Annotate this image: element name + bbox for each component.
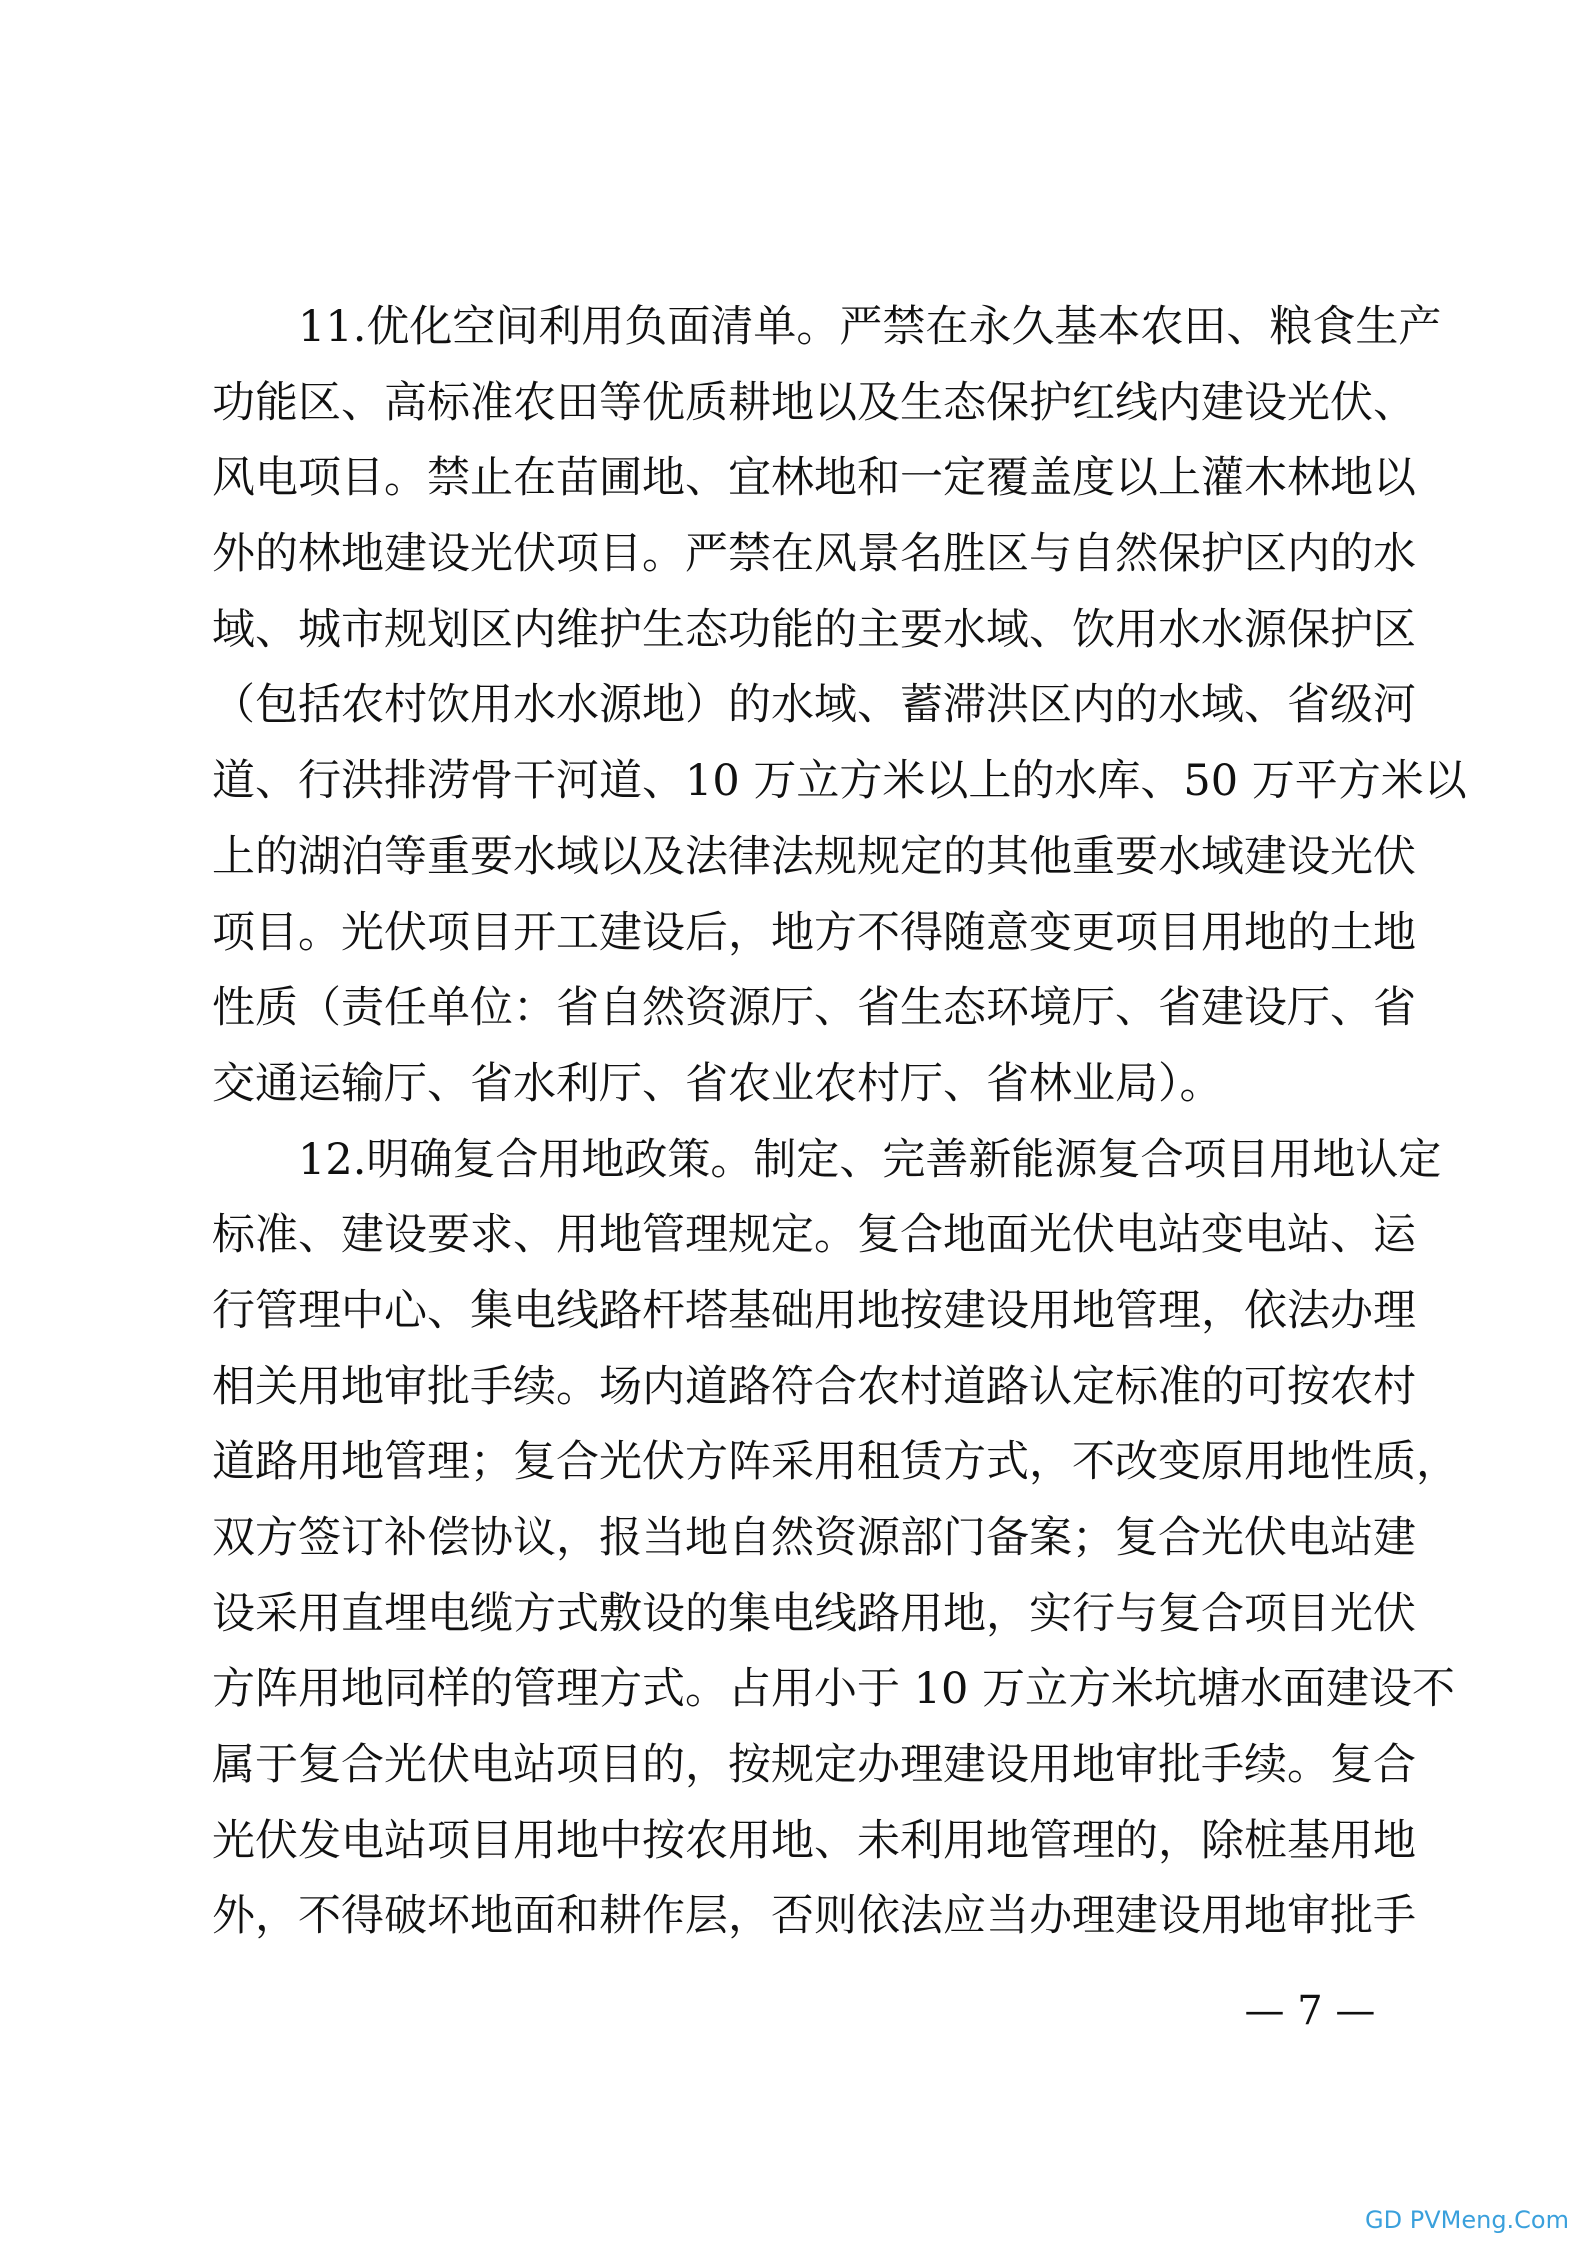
text-line: （包括农村饮用水水源地）的水域、蓄滞洪区内的水域、省级河: [212, 680, 1416, 731]
text-line: 域、城市规划区内维护生态功能的主要水域、饮用水水源保护区: [212, 604, 1416, 655]
text-line: 12.明确复合用地政策。制定、完善新能源复合项目用地认定: [298, 1134, 1442, 1185]
text-line: 设采用直埋电缆方式敷设的集电线路用地，实行与复合项目光伏: [212, 1588, 1416, 1639]
text-line: 行管理中心、集电线路杆塔基础用地按建设用地管理，依法办理: [212, 1285, 1416, 1336]
body-text: [212, 290, 1467, 1955]
text-line: 道路用地管理；复合光伏方阵采用租赁方式，不改变原用地性质，: [212, 1437, 1459, 1488]
text-line: 道、行洪排涝骨干河道、10 万立方米以上的水库、50 万平方米以: [212, 756, 1467, 807]
text-line: 外，不得破坏地面和耕作层，否则依法应当办理建设用地审批手: [212, 1891, 1416, 1942]
text-line: 交通运输厅、省水利厅、省农业农村厅、省林业局）。: [212, 1058, 1223, 1109]
paragraph-12: [212, 1123, 1459, 1956]
text-line: 11.优化空间利用负面清单。严禁在永久基本农田、粮食生产: [298, 302, 1442, 352]
text-line: 风电项目。禁止在苗圃地、宜林地和一定覆盖度以上灌木林地以: [212, 453, 1416, 504]
site-watermark: GD PVMeng.Com: [1365, 2206, 1569, 2234]
text-line: 方阵用地同样的管理方式。占用小于 10 万立方米坑塘水面建设不: [212, 1664, 1456, 1715]
text-line: 外的林地建设光伏项目。严禁在风景名胜区与自然保护区内的水: [212, 529, 1416, 580]
text-line: 标准、建设要求、用地管理规定。复合地面光伏电站变电站、运: [212, 1210, 1416, 1261]
text-line: 上的湖泊等重要水域以及法律法规规定的其他重要水域建设光伏: [212, 831, 1416, 882]
text-line: 属于复合光伏电站项目的，按规定办理建设用地审批手续。复合: [212, 1740, 1416, 1791]
text-line: 光伏发电站项目用地中按农用地、未利用地管理的，除桩基用地: [212, 1815, 1416, 1866]
text-line: 项目。光伏项目开工建设后，地方不得随意变更项目用地的土地: [212, 907, 1416, 958]
text-line: 双方签订补偿协议，报当地自然资源部门备案；复合光伏电站建: [212, 1513, 1416, 1563]
page-number: — 7 —: [1244, 1988, 1376, 2034]
paragraph-11: [212, 290, 1467, 1123]
text-line: 相关用地审批手续。场内道路符合农村道路认定标准的可按农村: [212, 1361, 1416, 1412]
text-line: 性质（责任单位：省自然资源厅、省生态环境厅、省建设厅、省: [212, 983, 1416, 1034]
text-line: 功能区、高标准农田等优质耕地以及生态保护红线内建设光伏、: [212, 377, 1416, 428]
